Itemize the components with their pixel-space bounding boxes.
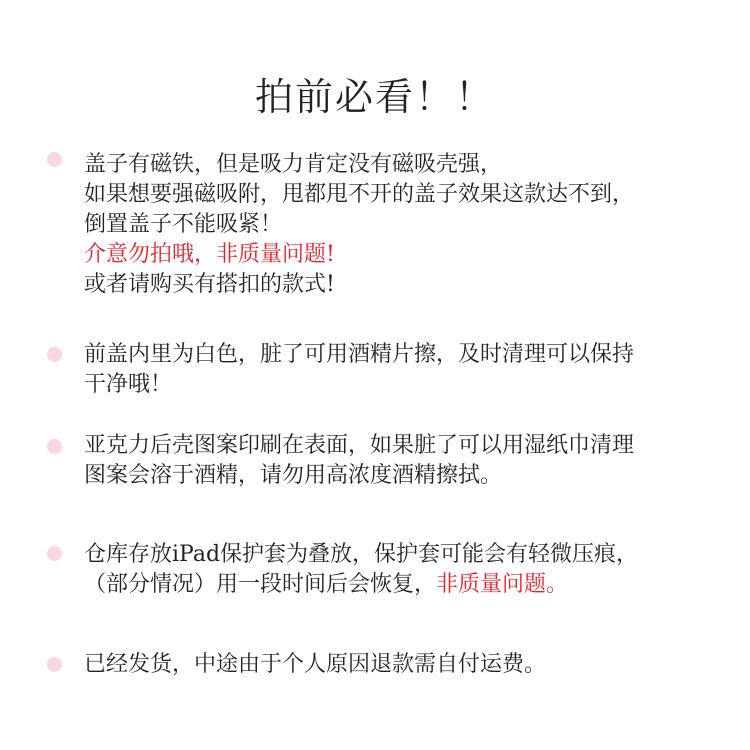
notice-line: 干净哦！ <box>84 372 173 397</box>
bullet-dot-icon <box>47 657 62 672</box>
notice-line: 仓库存放iPad保护套为叠放，保护套可能会有轻微压痕， <box>84 542 639 567</box>
notice-text <box>84 650 724 680</box>
notice-text <box>84 431 724 491</box>
bullet-dot-icon <box>47 546 62 561</box>
notice-line-highlight: 非质量问题。 <box>436 572 569 597</box>
bullet-dot-icon <box>47 347 62 362</box>
notice-line-segment: （部分情况）用一段时间后会恢复， <box>84 572 437 597</box>
notice-line-highlight: 介意勿拍哦，非质量问题! <box>84 242 335 267</box>
notice-line: 已经发货，中途由于个人原因退款需自付运费。 <box>84 652 547 677</box>
notice-text <box>84 540 724 600</box>
bullet-dot-icon <box>47 152 62 167</box>
notice-line-mixed <box>84 570 724 600</box>
notice-line: 盖子有磁铁，但是吸力肯定没有磁吸壳强， <box>84 152 503 177</box>
notice-line: 前盖内里为白色，脏了可用酒精片擦，及时清理可以保持 <box>84 342 635 367</box>
bullet-dot-icon <box>47 439 62 454</box>
notice-text <box>84 340 724 400</box>
notice-text <box>84 150 724 300</box>
notice-line: 或者请购买有搭扣的款式! <box>84 272 335 297</box>
notice-line: 图案会溶于酒精，请勿用高浓度酒精擦拭。 <box>84 463 503 488</box>
notice-line: 倒置盖子不能吸紧！ <box>84 212 283 237</box>
notice-line: 亚克力后壳图案印刷在表面，如果脏了可以用湿纸巾清理 <box>84 433 635 458</box>
page-title: 拍前必看！！ <box>254 75 495 119</box>
notice-line: 如果想要强磁吸附，甩都甩不开的盖子效果这款达不到， <box>84 182 635 207</box>
